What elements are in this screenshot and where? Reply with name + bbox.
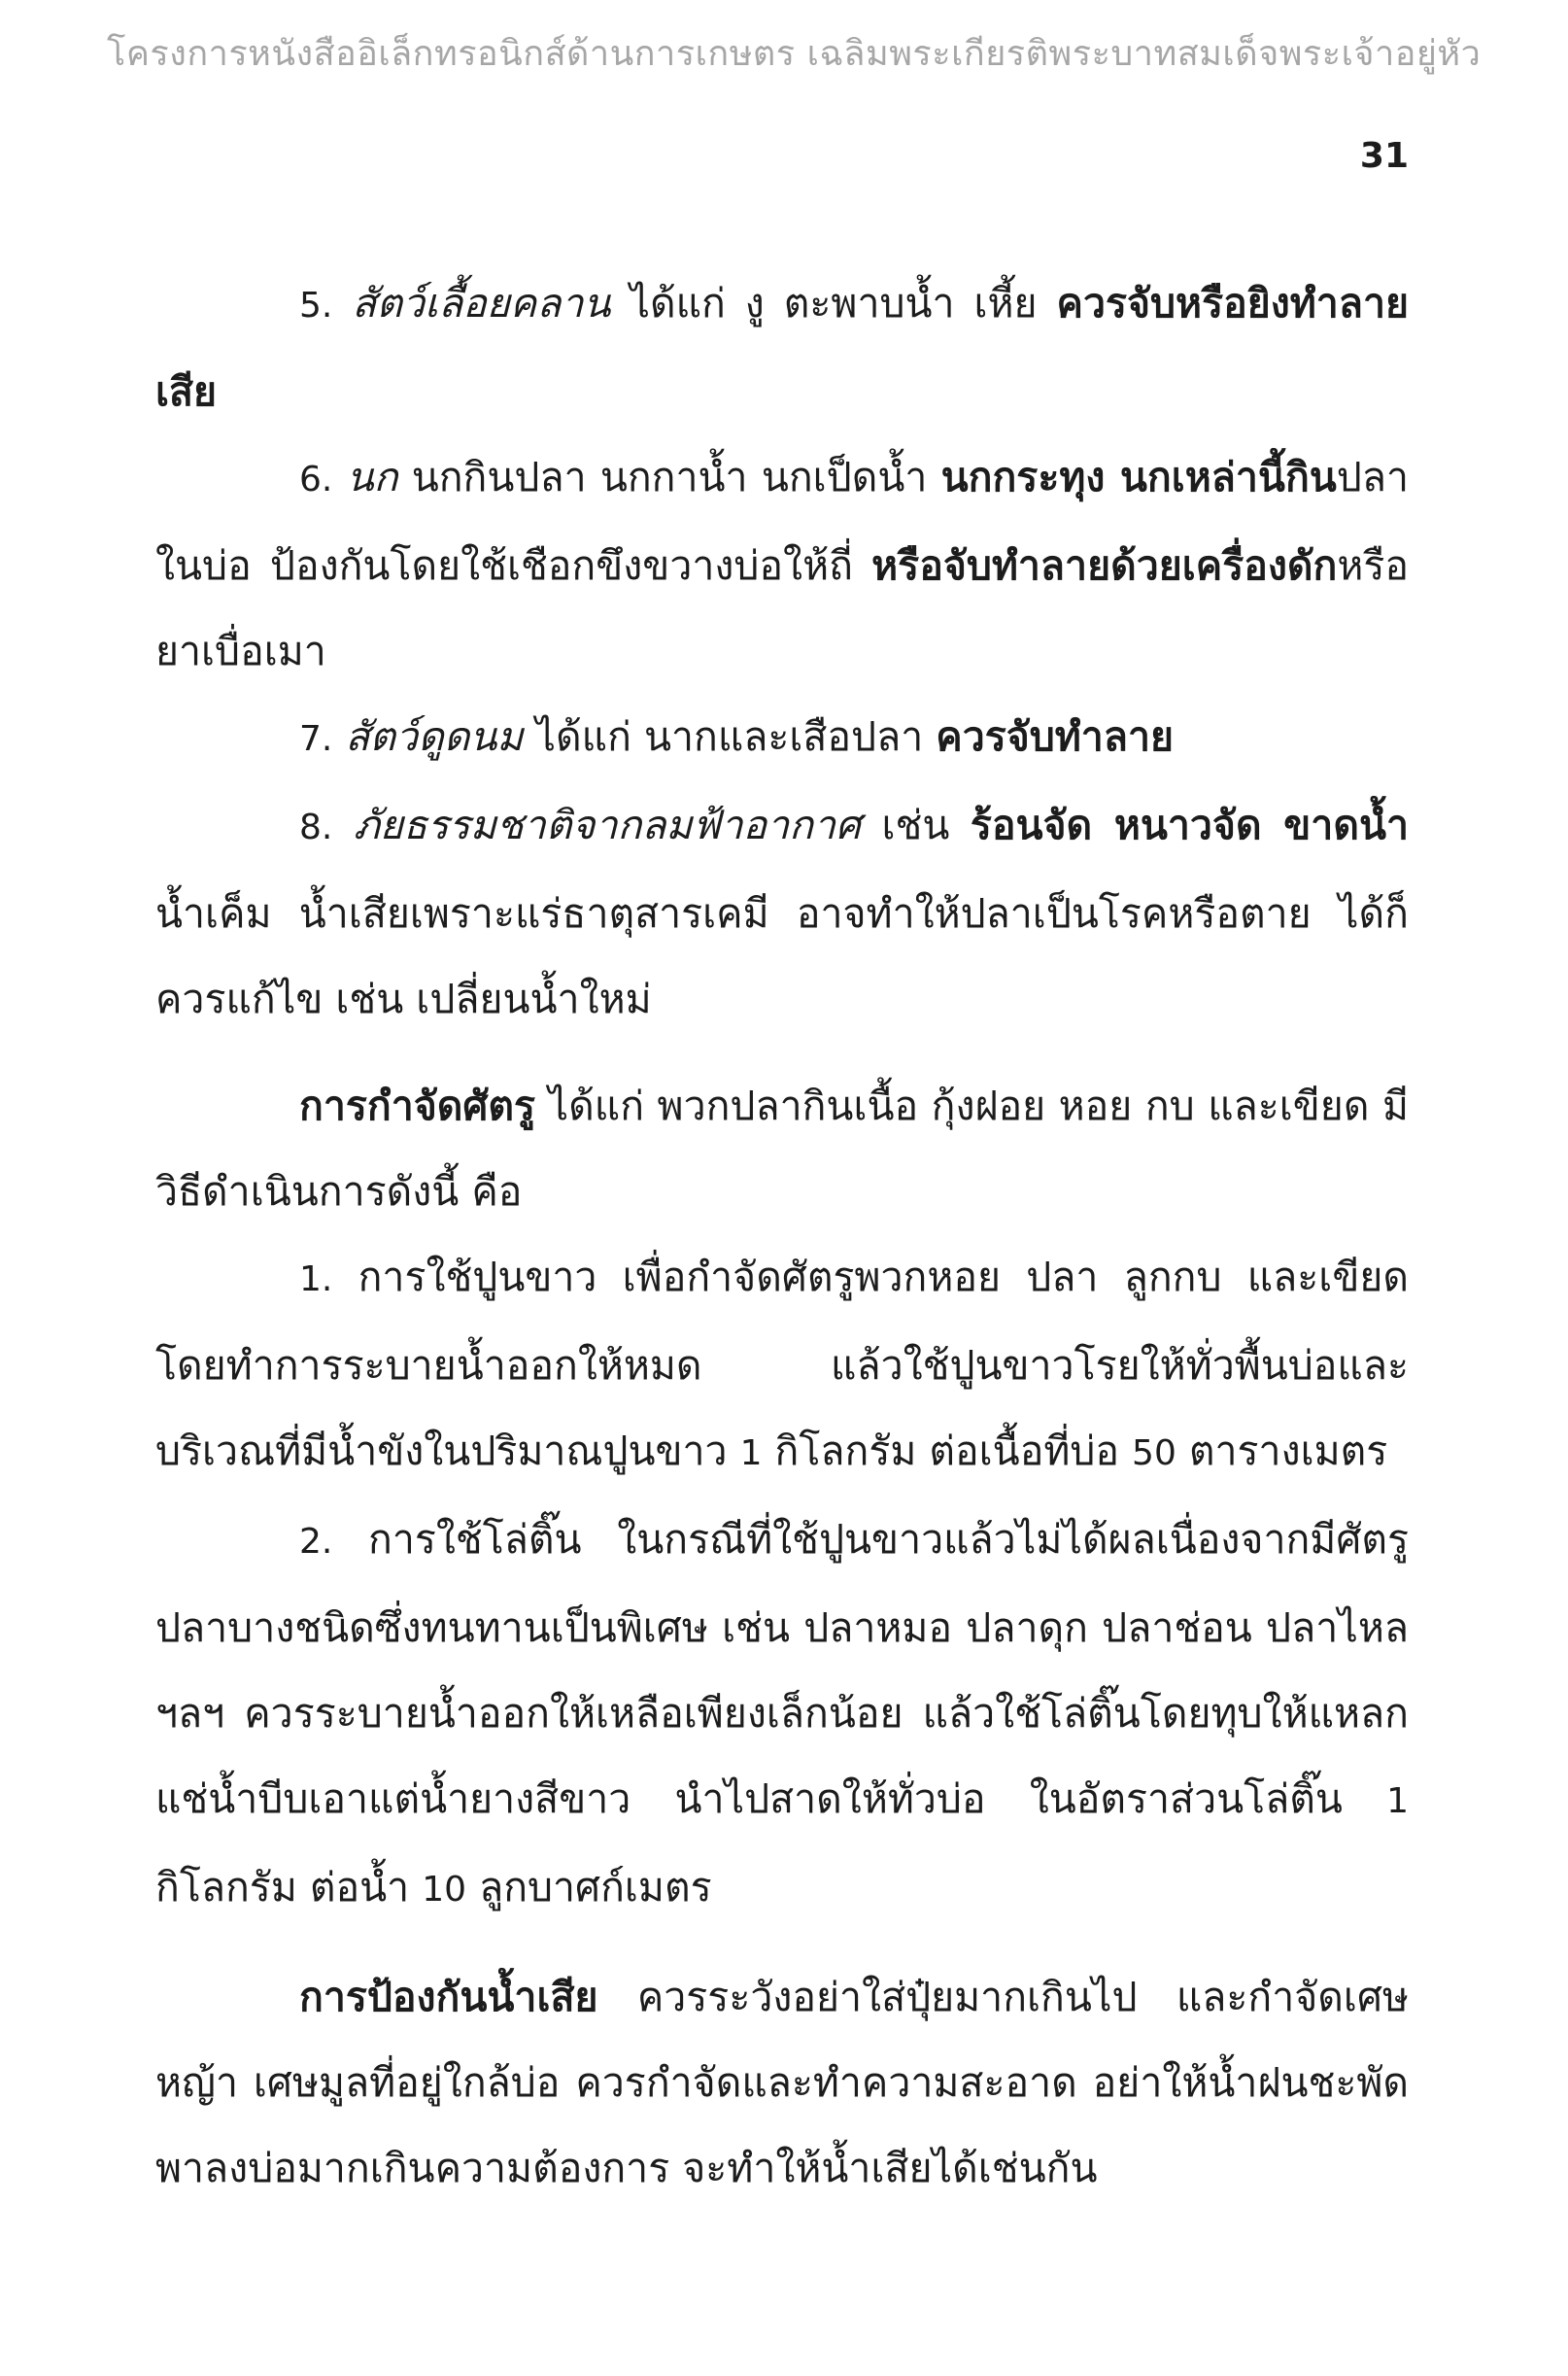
step-number: 1. — [299, 1259, 333, 1299]
item-text: ได้แก่ นากและเสือปลา — [523, 713, 937, 760]
step-text-unit: กิโลกรัม ต่อน้ำ — [155, 1864, 423, 1911]
item-5 — [155, 260, 1409, 434]
item-text: ได้แก่ งู ตะพาบน้ำ เหี้ย — [610, 280, 1057, 327]
step-text-end: ตารางเมตร — [1176, 1428, 1388, 1474]
step-text-unit: กิโลกรัม ต่อเนื้อที่บ่อ — [762, 1428, 1133, 1474]
step-text: การใช้โล่ติ๊น ในกรณีที่ใช้ปูนขาวแล้วไม่ได้ผลเนื่องจากมีศัตรูปลาบางชนิดซึ่งทนทานเป็นพิเศษ เช่น ปลาหมอ ปลาดุก ปลาช่อน ปลาไหล ฯลฯ ควรระบายน้ำออกให้เหลือเพียงเล็กน้อย แล้วใช้โล่ติ๊นโดยทุบให้แหลกแช่น้ำบีบเอาแต่น้ำยางสีขาว นำไปสาดให้ทั่วบ่อ ในอัตราส่วนโล่ติ๊น — [155, 1516, 1409, 1822]
page-number: 31 — [1359, 136, 1409, 176]
item-number: 7. — [299, 719, 333, 759]
item-number: 6. — [299, 460, 333, 499]
enemy-step-1 — [155, 1234, 1409, 1497]
item-7 — [155, 694, 1409, 782]
item-text: นกกินปลา นกกาน้ำ นกเป็ดน้ำ — [397, 454, 941, 500]
item-text: เช่น — [861, 802, 971, 848]
enemy-step-2 — [155, 1497, 1409, 1933]
running-header: โครงการหนังสืออิเล็กทรอนิกส์ด้านการเกษตร เฉลิมพระเกียรติพระบาทสมเด็จพระเจ้าอยู่หัว — [107, 34, 1482, 74]
item-action: ควรจับหรือยิงทำลายเสีย — [155, 280, 1409, 415]
item-action: ควรจับทำลาย — [936, 713, 1175, 760]
water-protection-heading: การป้องกันน้ำเสีย — [299, 1974, 598, 2020]
water-protection-text: ควรระวังอย่าใส่ปุ๋ยมากเกินไป และกำจัดเศษหญ้า เศษมูลที่อยู่ใกล้บ่อ ควรกำจัดและทำความสะอาด อย่าให้น้ำฝนชะพัดพาลงบ่อมากเกินความต้องการ จะทำให้น้ำเสียได้เช่นกัน — [155, 1974, 1409, 2191]
enemy-control-paragraph — [155, 1063, 1409, 1234]
step-area: 50 — [1132, 1433, 1176, 1473]
item-text-bold: นกกระทุง นกเหล่านี้กิน — [940, 454, 1337, 500]
item-term: นก — [346, 454, 398, 500]
item-6 — [155, 434, 1409, 694]
item-text-end: หรือยาเบื่อเมา — [155, 542, 1409, 674]
enemy-control-heading: การกำจัดศัตรู — [299, 1083, 536, 1129]
item-text-continued: ปลาในบ่อ ป้องกันโดยใช้เชือกขึงขวางบ่อให้ถี่ — [155, 454, 1409, 589]
step-quantity: 1 — [739, 1433, 763, 1473]
step-text-end: ลูกบาศก์เมตร — [466, 1864, 712, 1911]
water-protection-paragraph — [155, 1954, 1409, 2211]
item-term: ภัยธรรมชาติจากลมฟ้าอากาศ — [353, 802, 862, 848]
item-text-bold: ร้อนจัด หนาวจัด ขาดน้ำ — [970, 802, 1409, 848]
item-number: 8. — [299, 808, 333, 847]
step-text: การใช้ปูนขาว เพื่อกำจัดศัตรูพวกหอย ปลา ลูกกบ และเขียด โดยทำการระบายน้ำออกให้หมด แล้วใช้ปูนขาวโรยให้ทั่วพื้นบ่อและบริเวณที่มีน้ำขังในปริมาณปูนขาว — [155, 1254, 1409, 1474]
step-number: 2. — [299, 1522, 333, 1562]
item-text-continued: น้ำเค็ม น้ำเสียเพราะแร่ธาตุสารเคมี อาจทำให้ปลาเป็นโรคหรือตาย ได้ก็ควรแก้ไข เช่น เปลี่ยนน้ำใหม่ — [155, 890, 1409, 1022]
item-term: สัตว์เลื้อยคลาน — [352, 280, 611, 327]
item-8 — [155, 782, 1409, 1042]
step-quantity: 1 — [1386, 1781, 1409, 1821]
step-volume: 10 — [422, 1870, 467, 1910]
item-action: หรือจับทำลายด้วยเครื่องดัก — [871, 542, 1338, 589]
item-number: 5. — [299, 286, 333, 326]
page-body — [155, 260, 1409, 2211]
enemy-control-intro: ได้แก่ พวกปลากินเนื้อ กุ้งฝอย หอย กบ และเขียด มีวิธีดำเนินการดังนี้ คือ — [155, 1083, 1409, 1215]
item-term: สัตว์ดูดนม — [345, 713, 524, 760]
